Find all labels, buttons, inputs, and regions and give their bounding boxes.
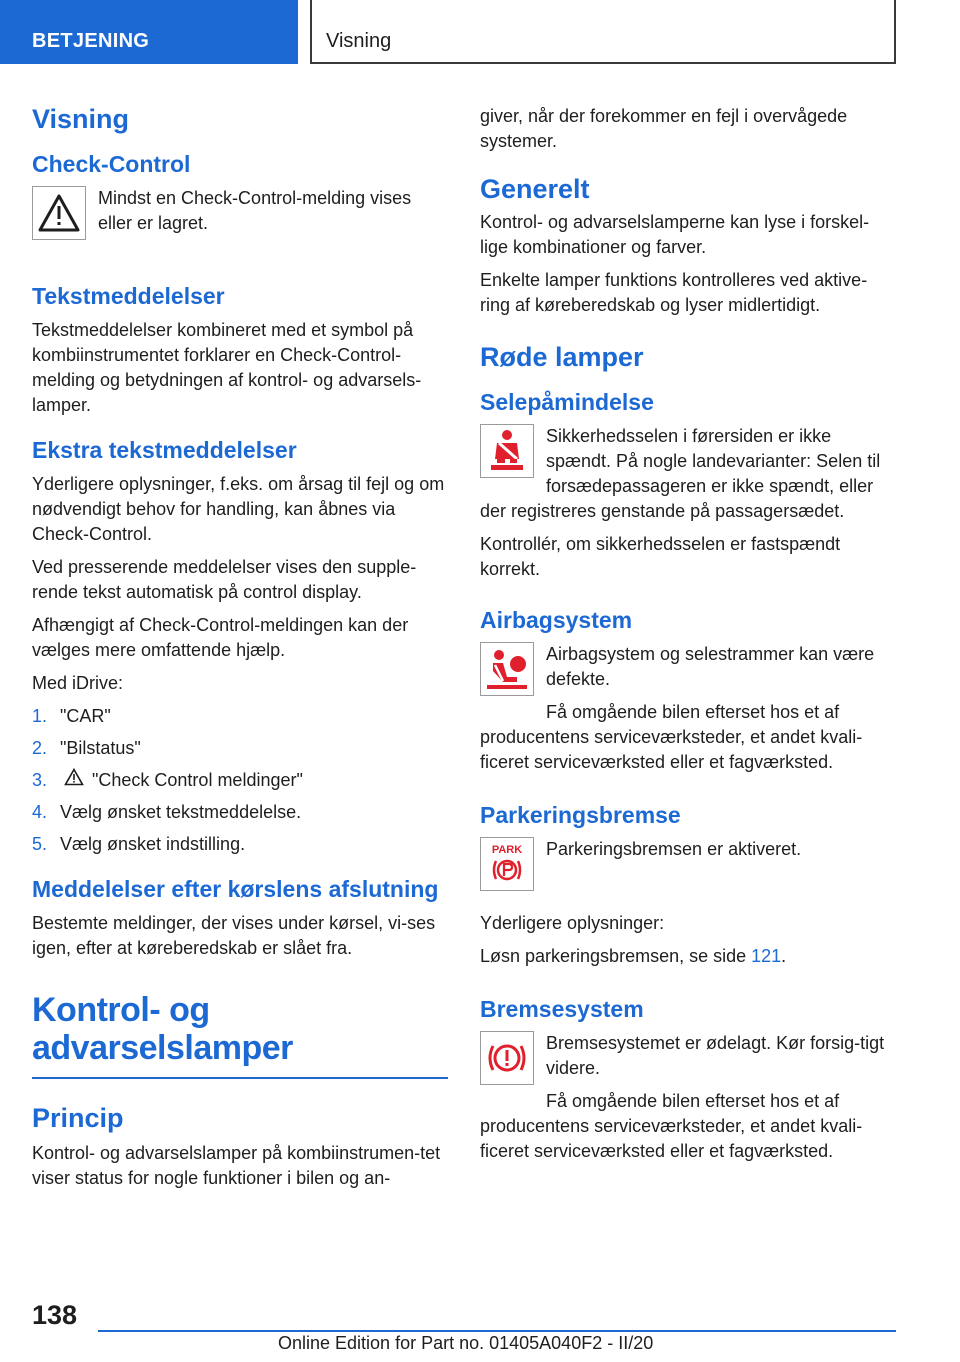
selepamindelse-text: Sikkerhedsselen i førersiden er ikke spændt. På nogle landevarianter: Selen til forsædepassageren er ikke spændt, eller	[546, 426, 881, 496]
selepamindelse-cont: der registreres genstande på passagersædet.	[480, 501, 845, 521]
heading-check-control: Check-Control	[32, 151, 191, 177]
brake-warning-icon	[480, 1031, 534, 1085]
heading-visning: Visning	[32, 104, 130, 134]
topic-tab: Visning	[310, 0, 896, 64]
airbag-text-1: Airbagsystem og selestrammer kan være defekte.	[546, 644, 875, 689]
parkering-text: Parkeringsbremsen er aktiveret.	[546, 839, 802, 859]
list-item: 5. Vælg ønsket indstilling.	[32, 834, 246, 854]
list-item: 1. "CAR"	[32, 706, 111, 726]
bremse-text-1: Bremsesystemet er ødelagt. Kør forsig-tigt videre.	[546, 1033, 885, 1078]
section-tab: BETJENING	[0, 0, 298, 64]
warning-triangle-small-icon	[64, 768, 84, 793]
heading-rode-lamper: Røde lamper	[480, 342, 644, 372]
heading-princip: Princip	[32, 1103, 124, 1133]
check-control-text: Mindst en Check-Control-melding vises eller er lagret.	[98, 188, 412, 233]
generelt-p2: Enkelte lamper funktions kontrolleres ved aktive-ring af køreberedskab og lyser midlertidigt.	[480, 270, 868, 315]
page-number: 138	[32, 1300, 78, 1330]
section-rule	[32, 1077, 448, 1079]
parkering-p1: Yderligere oplysninger:	[480, 913, 665, 933]
heading-parkering: Parkeringsbremse	[480, 802, 681, 828]
bremse-cont: producentens serviceværksteder, et andet kvali-ficeret serviceværksted eller et fagværksted.	[480, 1116, 863, 1161]
airbag-block	[480, 642, 896, 725]
heading-airbag: Airbagsystem	[480, 607, 633, 633]
park-brake-block	[480, 837, 896, 897]
selepamindelse-p2: Kontrollér, om sikkerhedsselen er fastspændt korrekt.	[480, 534, 841, 579]
ekstra-p2: Ved presserende meddelelser vises den supple-rende tekst automatisk på control display.	[32, 557, 417, 602]
left-column	[32, 96, 448, 1199]
ekstra-p4: Med iDrive:	[32, 673, 124, 693]
airbag-text-2: Få omgående bilen efterset hos et af	[546, 702, 840, 722]
heading-kontrol: Kontrol- og advarselslamper	[32, 991, 293, 1067]
seatbelt-icon	[480, 424, 534, 478]
bremse-text-2: Få omgående bilen efterset hos et af	[546, 1091, 840, 1111]
continued-text: giver, når der forekommer en fejl i overvågede systemer.	[480, 106, 848, 151]
check-control-block	[32, 186, 448, 258]
airbag-icon	[480, 642, 534, 696]
seatbelt-block	[480, 424, 896, 499]
princip-text: Kontrol- og advarselslamper på kombiinstrumen-tet viser status for nogle funktioner i bilen og an-	[32, 1143, 441, 1188]
list-item: 2. "Bilstatus"	[32, 738, 141, 758]
heading-generelt: Generelt	[480, 174, 590, 204]
warning-triangle-icon	[32, 186, 86, 240]
page-link-121[interactable]: 121	[751, 946, 782, 966]
ekstra-p1: Yderligere oplysninger, f.eks. om årsag til fejl og om nødvendigt behov for handling, kan åbnes via Check-Control.	[32, 474, 445, 544]
brake-block	[480, 1031, 896, 1114]
heading-meddelelser: Meddelelser efter kørslens afslutning	[32, 876, 439, 902]
park-brake-icon	[480, 837, 534, 891]
right-column	[480, 104, 896, 1172]
idrive-steps	[32, 704, 448, 857]
heading-selepamindelse: Selepåmindelse	[480, 389, 654, 415]
tekstmeddelelser-text: Tekstmeddelelser kombineret med et symbol på kombiinstrumentet forklarer en Check-Control-melding og betydningen af kontrol- og advarsels-lamper.	[32, 320, 422, 415]
footer-edition: Online Edition for Part no. 01405A040F2 - II/20	[278, 1333, 654, 1353]
list-item: 4. Vælg ønsket tekstmeddelelse.	[32, 802, 302, 822]
airbag-cont: producentens serviceværksteder, et andet kvali-ficeret serviceværksted eller et fagværksted.	[480, 727, 863, 772]
list-item: 3. "Check Control meldinger"	[32, 768, 448, 793]
heading-tekstmeddelelser: Tekstmeddelelser	[32, 283, 225, 309]
ekstra-p3: Afhængigt af Check-Control-meldingen kan der vælges mere omfattende hjælp.	[32, 615, 409, 660]
heading-bremse: Bremsesystem	[480, 996, 644, 1022]
generelt-p1: Kontrol- og advarselslamperne kan lyse i forskel-lige kombinationer og farver.	[480, 212, 870, 257]
heading-ekstra: Ekstra tekstmeddelelser	[32, 437, 297, 463]
park-label: PARK	[491, 844, 523, 856]
meddelelser-text: Bestemte meldinger, der vises under kørsel, vi-ses igen, efter at køreberedskab er slået fra.	[32, 913, 436, 958]
parkering-p2: Løsn parkeringsbremsen, se side 121.	[480, 946, 787, 966]
footer-rule	[98, 1330, 896, 1332]
